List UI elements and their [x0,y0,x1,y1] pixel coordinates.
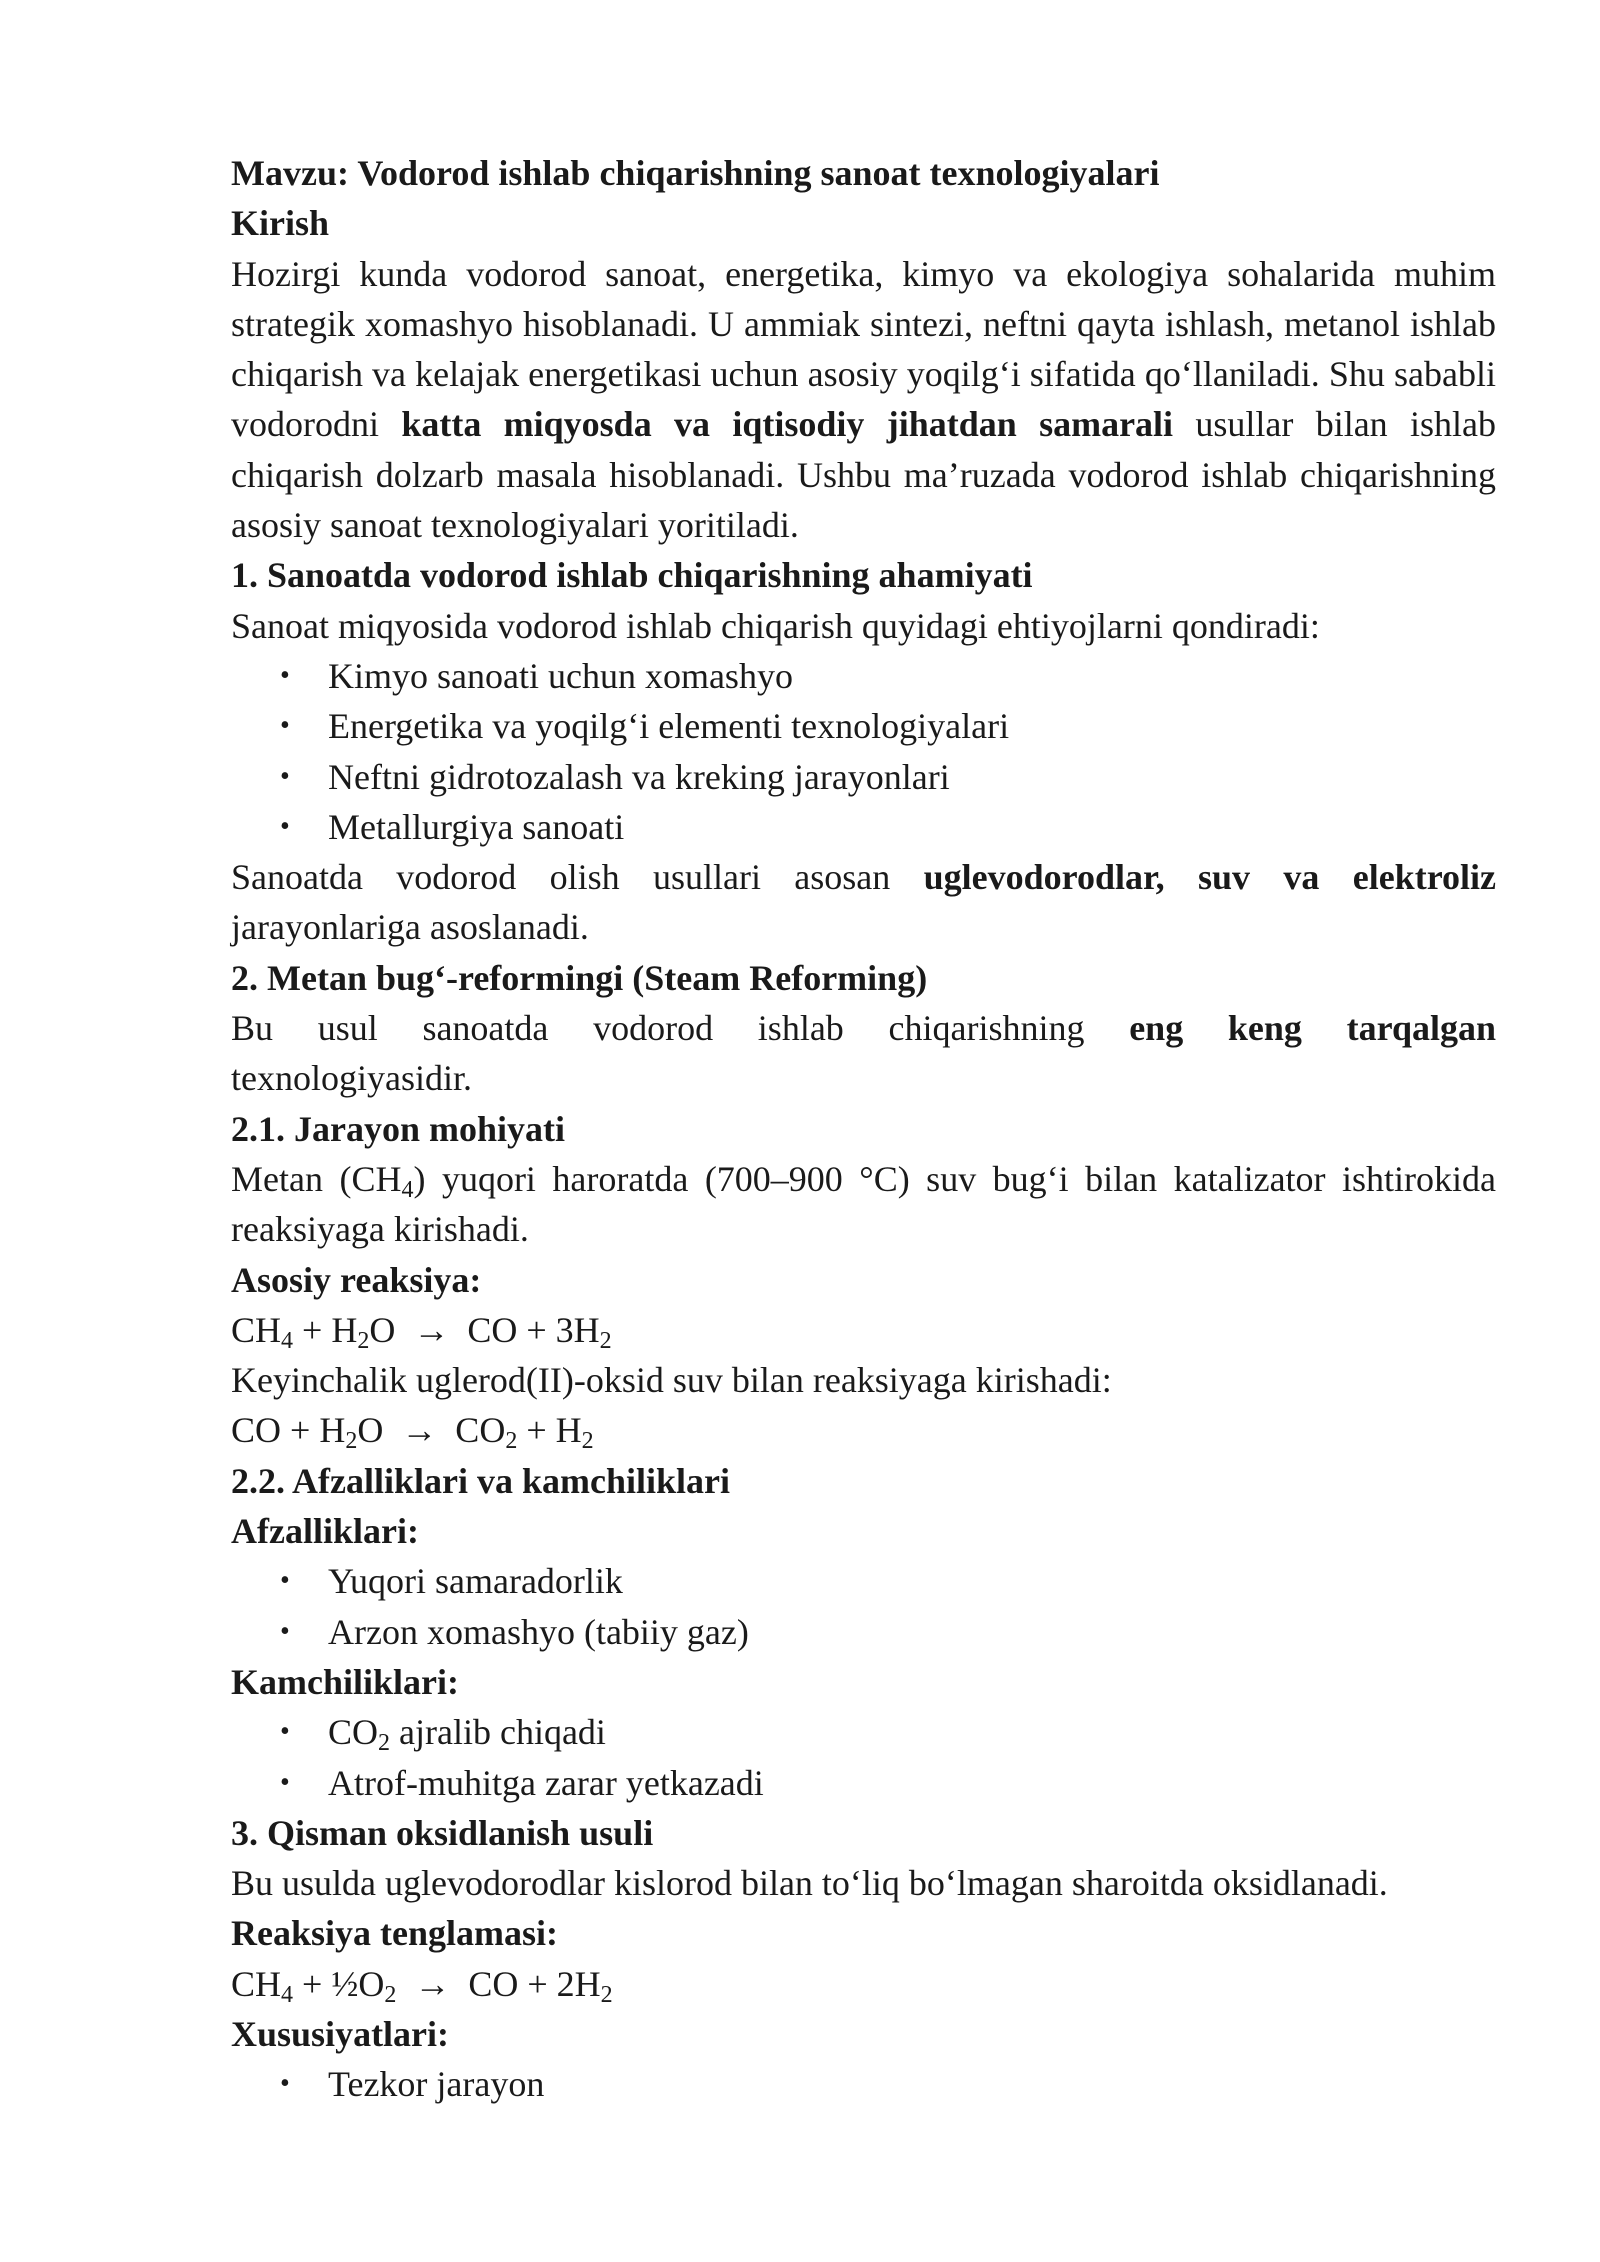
list-item-text: ajralib chiqadi [390,1712,606,1753]
list-item [231,701,1496,751]
section1-text-1: Sanoatda vodorod olish usullari asosan [231,857,924,898]
subscript: 2 [599,1327,612,1354]
eq-part: CH [231,1963,282,2004]
section2-bold-text: eng keng tarqalgan [1129,1008,1496,1049]
section1-text-2: jarayonlariga asoslanadi. [231,907,589,948]
reaction-label: Asosiy reaksiya: [231,1259,482,1300]
intro-text-2: usullar bilan ishlab chiqarish dolzarb masala hisoblanadi. Ushbu ma’ruzada vodorod ishlab chiqarishning asosiy sanoat texnologiyalari yoritiladi. [231,404,1496,546]
reaction-equation-label: Reaksiya tenglamasi: [231,1913,558,1954]
bullet-icon: • [280,1615,290,1647]
list-item-text: Atrof-muhitga zarar yetkazadi [328,1762,764,1803]
list-item [231,1607,1496,1657]
list-item-text: Kimyo sanoati uchun xomashyo [328,655,793,696]
document-title: Mavzu: Vodorod ishlab chiqarishning sanoat texnologiyalari [231,153,1160,193]
eq-part: O → CO [357,1410,506,1451]
list-item-text: Arzon xomashyo (tabiiy gaz) [328,1611,749,1652]
list-item-text: Neftni gidrotozalash va kreking jarayonlari [328,756,950,797]
disadvantages-list [231,1707,1496,1808]
eq-part: + H [293,1309,358,1350]
subscript: 2 [345,1428,358,1455]
eq-part: → CO + 2H [396,1963,601,2004]
eq-part: + H [517,1410,582,1451]
eq-part: O → CO + 3H [369,1309,600,1350]
subscript: 2 [581,1428,594,1455]
section2-text-1: Bu usul sanoatda vodorod ishlab chiqarishning [231,1008,1130,1049]
list-item-text: Tezkor jarayon [328,2064,545,2105]
reaction-equation-1 [231,1305,1496,1355]
bullet-icon: • [280,760,290,792]
bullet-icon: • [280,810,290,842]
bullet-icon: • [280,1716,290,1748]
subscript: 2 [384,1981,397,2008]
section1-bold-text: uglevodorodlar, suv va elektroliz [923,857,1497,898]
list-item [231,802,1496,852]
section2-paragraph-line1 [231,1003,1496,1053]
features-list [231,2059,1496,2109]
list-item-text: Metallurgiya sanoati [328,806,625,847]
subscript: 2 [505,1428,518,1455]
list-item [231,1758,1496,1808]
bullet-icon: • [280,2068,290,2100]
list-item [231,651,1496,701]
intro-bold-text: katta miqyosda va iqtisodiy jihatdan samarali [401,404,1174,445]
process-text-a: Metan (CH [231,1158,402,1199]
intro-text-1: Hozirgi kunda vodorod sanoat, energetika, kimyo va ekologiya sohalarida muhim strategik xomashyo hisoblanadi. U ammiak sintezi, neftni qayta ishlash, metanol ishlab chiqarish va kelajak energetikasi uchun asosiy yoqilg‘i sifatida qo‘llaniladi. Shu sababli vodorodni [231,253,1496,445]
list-item-text: Energetika va yoqilg‘i elementi texnologiyalari [328,706,1010,747]
advantages-list [231,1556,1496,1657]
section1-heading: 1. Sanoatda vodorod ishlab chiqarishning ahamiyati [231,555,1033,596]
subscript: 4 [401,1176,414,1203]
subscript: 2 [378,1730,391,1757]
section2-paragraph-line2: texnologiyasidir. [231,1058,472,1099]
subscript: 2 [600,1981,613,2008]
bullet-icon: • [280,659,290,691]
list-item [231,752,1496,802]
subscript: 4 [281,1981,294,2008]
section1-list [231,651,1496,852]
reaction-equation-2 [231,1405,1496,1455]
list-item [231,2059,1496,2109]
eq-part: + ½O [293,1963,385,2004]
list-item-text: Yuqori samaradorlik [328,1561,623,1602]
bullet-icon: • [280,1565,290,1597]
reaction-equation-3 [231,1959,1496,2009]
section1-lead: Sanoat miqyosida vodorod ishlab chiqarish quyidagi ehtiyojlarni qondiradi: [231,605,1320,646]
list-item [231,1707,1496,1757]
section2-1-paragraph [231,1154,1496,1255]
advantages-label: Afzalliklari: [231,1511,419,1552]
bullet-icon: • [280,1766,290,1798]
document-page [231,148,1496,2110]
section1-paragraph [231,852,1496,953]
eq-part: CO + H [231,1410,346,1451]
section2-2-heading: 2.2. Afzalliklari va kamchiliklari [231,1460,731,1501]
intro-paragraph [231,249,1496,551]
section2-heading: 2. Metan bug‘-reformingi (Steam Reforming) [231,957,928,998]
eq-part: CH [231,1309,282,1350]
subscript: 4 [281,1327,294,1354]
list-item [231,1556,1496,1606]
disadvantages-label: Kamchiliklari: [231,1661,459,1702]
section3-heading: 3. Qisman oksidlanish usuli [231,1812,654,1853]
subscript: 2 [357,1327,370,1354]
intro-heading: Kirish [231,203,330,244]
list-item-text: CO [328,1712,379,1753]
reaction-followup: Keyinchalik uglerod(II)-oksid suv bilan reaksiyaga kirishadi: [231,1360,1112,1401]
features-label: Xususiyatlari: [231,2013,450,2054]
section2-1-heading: 2.1. Jarayon mohiyati [231,1108,566,1149]
process-text-b: ) yuqori haroratda (700–900 °C) suv bug‘i bilan katalizator ishtirokida reaksiyaga kirishadi. [231,1158,1497,1250]
section3-paragraph: Bu usulda uglevodorodlar kislorod bilan to‘liq bo‘lmagan sharoitda oksidlanadi. [231,1863,1388,1904]
bullet-icon: • [280,710,290,742]
